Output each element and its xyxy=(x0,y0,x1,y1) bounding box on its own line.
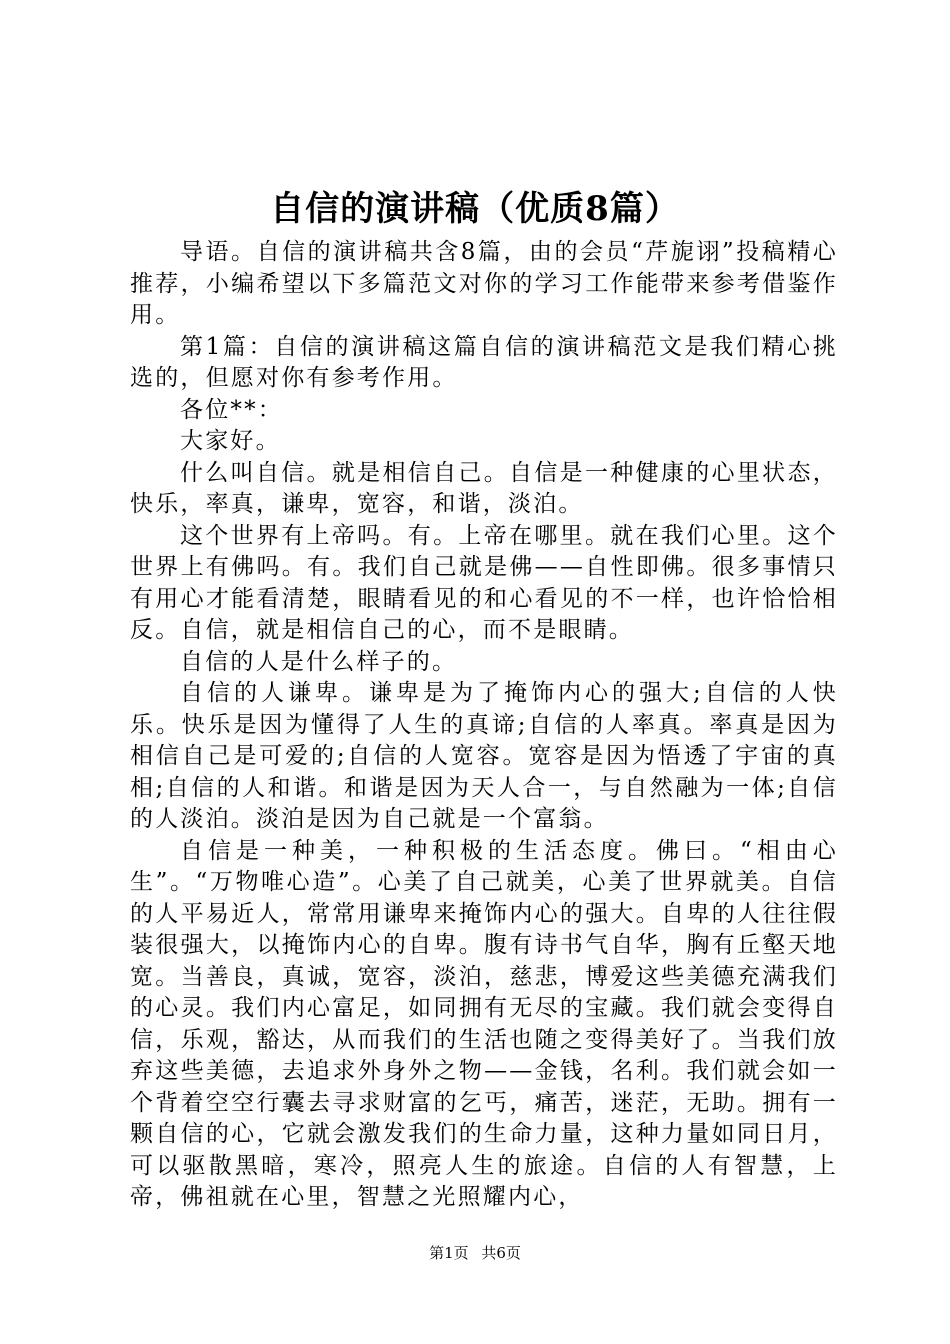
paragraph: 这个世界有上帝吗。有。上帝在哪里。就在我们心里。这个世界上有佛吗。有。我们自己就是佛——自性即佛。很多事情只有用心才能看清楚，眼睛看见的和心看见的不一样，也许恰恰相反。自信，就是相信自己的心，而不是眼睛。 xyxy=(130,522,838,643)
page-title: 自信的演讲稿（优质8篇） xyxy=(270,189,680,229)
paragraph-greeting: 大家好。 xyxy=(180,428,281,454)
page-number: 第1页 xyxy=(429,1244,469,1262)
paragraph-intro: 导语。自信的演讲稿共含8篇，由的会员“芹旎诩”投稿精心推荐，小编希望以下多篇范文对你的学习工作能带来参考借鉴作用。 xyxy=(130,239,838,328)
document-body xyxy=(130,237,838,1214)
paragraph: 自信是一种美，一种积极的生活态度。佛曰。“相由心生”。“万物唯心造”。心美了自己就美，心美了世界就美。自信的人平易近人，常常用谦卑来掩饰内心的强大。自卑的人往往假装很强大，以掩饰内心的自卑。腹有诗书气自华，胸有丘壑天地宽。当善良，真诚，宽容，淡泊，慈悲，博爱这些美德充满我们的心灵。我们内心富足，如同拥有无尽的宝藏。我们就会变得自信，乐观，豁达，从而我们的生活也随之变得美好了。当我们放弃这些美德，去追求外身外之物——金钱，名利。我们就会如一个背着空空行囊去寻求财富的乞丐，痛苦，迷茫，无助。拥有一颗自信的心，它就会激发我们的生命力量，这种力量如同日月，可以驱散黑暗，寒冷，照亮人生的旅途。自信的人有智慧，上帝，佛祖就在心里，智慧之光照耀内心， xyxy=(130,837,838,1210)
paragraph-article-heading: 第1篇：自信的演讲稿这篇自信的演讲稿范文是我们精心挑选的，但愿对你有参考作用。 xyxy=(130,333,838,391)
page-footer xyxy=(0,1243,950,1263)
paragraph: 自信的人是什么样子的。 xyxy=(180,648,458,675)
paragraph: 自信的人谦卑。谦卑是为了掩饰内心的强大;自信的人快乐。快乐是因为懂得了人生的真谛;自信的人率真。率真是因为相信自己是可爱的;自信的人宽容。宽容是因为悟透了宇宙的真相;自信的人和谐。和谐是因为天人合一，与自然融为一体;自信的人淡泊。淡泊是因为自己就是一个富翁。 xyxy=(130,680,838,832)
paragraph: 什么叫自信。就是相信自己。自信是一种健康的心里状态，快乐，率真，谦卑，宽容，和谐，淡泊。 xyxy=(130,459,838,517)
paragraph-salutation: 各位**： xyxy=(180,396,283,423)
page-total: 共6页 xyxy=(481,1244,521,1262)
